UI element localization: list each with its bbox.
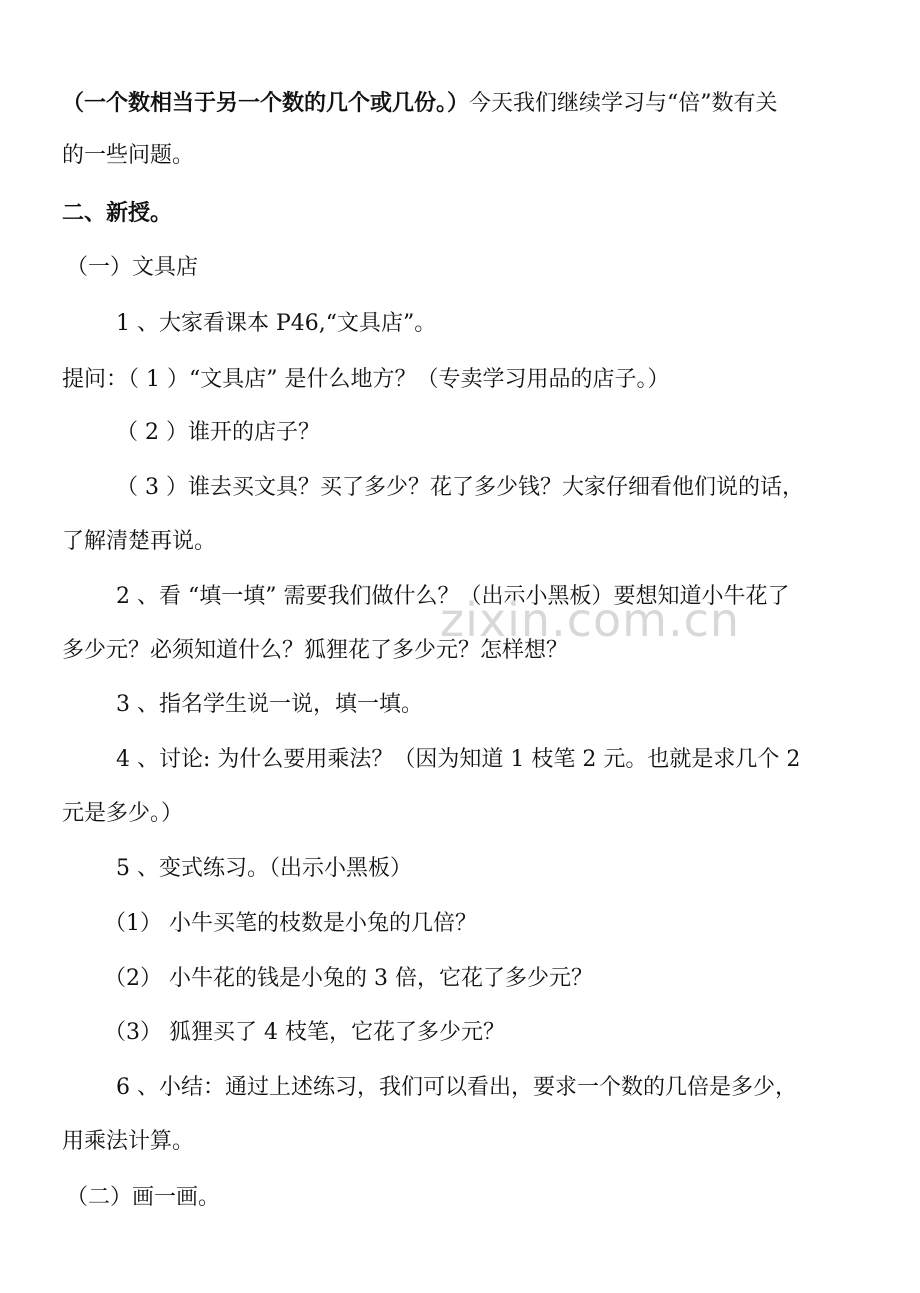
watermark: zixin.com.cn [440, 593, 741, 647]
exercise-item-3: （3） 狐狸买了 4 枝笔，它花了多少元？ [104, 1020, 505, 1045]
subsection-heading-draw: （二）画一画。 [66, 1185, 221, 1210]
step-2-line: 2 、看 “填一填” 需要我们做什么？（出示小黑板）要想知道小牛花了 [116, 584, 790, 609]
exercise-item-1: （1） 小牛买笔的枝数是小兔的几倍？ [104, 911, 477, 936]
exercise-item-2: （2） 小牛花的钱是小兔的 3 倍，它花了多少元？ [104, 966, 593, 991]
step-5-line: 5 、变式练习。（出示小黑板） [116, 856, 412, 881]
step-4-continued: 元是多少。） [62, 801, 184, 826]
question-line-3: （ 3 ）谁去买文具？买了多少？花了多少钱？大家仔细看他们说的话， [116, 475, 804, 500]
paragraph-line-1 [62, 88, 862, 119]
step-3-line: 3 、指名学生说一说，填一填。 [116, 692, 423, 717]
question-line-1: 提问：（ 1 ）“文具店” 是什么地方？（专卖学习用品的店子。） [62, 367, 670, 392]
bold-phrase: （一个数相当于另一个数的几个或几份。） [62, 90, 470, 116]
line-text: 今天我们继续学习与“倍”数有关 [469, 91, 778, 116]
paragraph-line-2: 的一些问题。 [62, 143, 195, 168]
step-4-line: 4 、讨论: 为什么要用乘法？（因为知道 1 枝笔 2 元。也就是求几个 2 [116, 747, 801, 772]
question-line-3-continued: 了解清楚再说。 [62, 529, 217, 554]
question-line-2: （ 2 ）谁开的店子？ [116, 420, 320, 445]
section-heading-new-lesson: 二、新授。 [62, 200, 173, 226]
step-6-summary-line: 6 、小结：通过上述练习，我们可以看出，要求一个数的几倍是多少， [116, 1075, 797, 1100]
subsection-heading-stationery-store: （一）文具店 [66, 255, 199, 280]
step-2-continued: 多少元？必须知道什么？狐狸花了多少元？怎样想？ [62, 638, 569, 663]
step-1-line: 1 、大家看课本 P46,“文具店”。 [116, 311, 437, 336]
step-6-continued: 用乘法计算。 [62, 1129, 195, 1154]
